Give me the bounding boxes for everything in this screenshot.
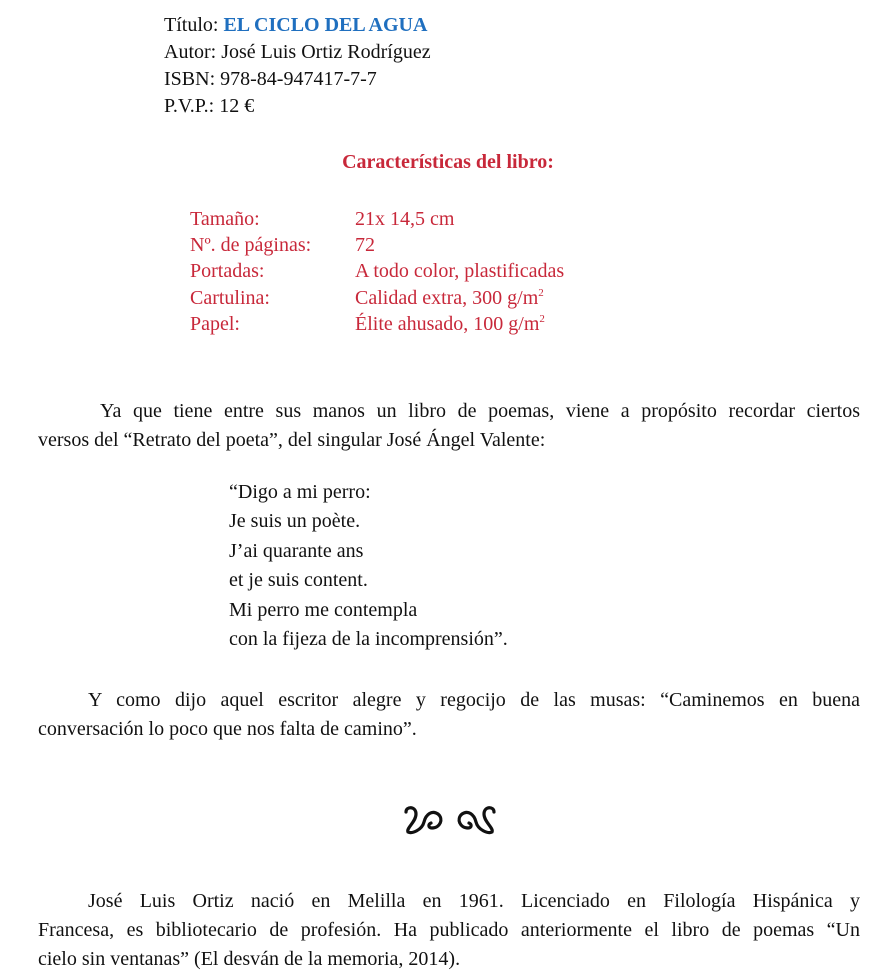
bio-line-3: cielo sin ventanas” (El desván de la memoria, 2014).	[38, 948, 461, 970]
poem-line: con la fijeza de la incomprensión”.	[229, 628, 508, 651]
poem-quote	[229, 478, 508, 654]
spec-value-text: Élite ahusado, 100 g/m	[355, 313, 540, 335]
spec-value-sup: 2	[539, 313, 545, 325]
author-line: Autor: José Luis Ortiz Rodríguez	[164, 41, 431, 63]
specs-heading: Características del libro:	[342, 151, 554, 173]
book-title: EL CICLO DEL AGUA	[223, 14, 428, 36]
spec-label: Papel:	[190, 313, 240, 335]
intro-line-1: Ya que tiene entre sus manos un libro de poemas, viene a propósito recordar ciertos	[100, 400, 860, 422]
bio-paragraph	[38, 887, 860, 974]
spec-value: 21x 14,5 cm	[355, 208, 455, 230]
spec-row-covers	[190, 258, 690, 284]
ornament-divider	[400, 802, 500, 842]
poem-line: “Digo a mi perro:	[229, 481, 371, 503]
price-line: P.V.P.: 12 €	[164, 95, 255, 117]
spec-row-paper	[190, 311, 690, 337]
spec-label: Portadas:	[190, 260, 265, 282]
spec-value: 72	[355, 234, 375, 256]
spec-value: A todo color, plastificadas	[355, 260, 565, 282]
spec-label: Tamaño:	[190, 208, 260, 230]
closing-line-1: Y como dijo aquel escritor alegre y regocijo de las musas: “Caminemos en buena	[88, 689, 860, 711]
spec-row-cardstock	[190, 285, 690, 311]
closing-paragraph	[38, 686, 860, 744]
intro-paragraph	[38, 397, 860, 455]
isbn-line: ISBN: 978-84-947417-7-7	[164, 68, 377, 90]
title-line	[164, 12, 427, 39]
closing-line-2: conversación lo poco que nos falta de camino”.	[38, 718, 417, 740]
spec-row-size	[190, 206, 690, 232]
spec-label: Nº. de páginas:	[190, 234, 312, 256]
spec-label: Cartulina:	[190, 287, 270, 309]
fleuron-icon	[400, 802, 500, 836]
spec-value	[355, 285, 544, 311]
poem-line: J’ai quarante ans	[229, 539, 364, 562]
spec-value	[355, 311, 545, 337]
bio-line-2: Francesa, es bibliotecario de profesión. Ha publicado anteriormente el libro de poemas “Un	[38, 919, 860, 941]
poem-line: Je suis un poète.	[229, 510, 361, 533]
spec-row-pages	[190, 232, 690, 258]
poem-line: Mi perro me contempla	[229, 598, 418, 621]
intro-line-2: versos del “Retrato del poeta”, del singular José Ángel Valente:	[38, 429, 546, 451]
spec-value-sup: 2	[538, 287, 544, 299]
title-label: Título:	[164, 14, 219, 36]
spec-value-text: Calidad extra, 300 g/m	[355, 287, 539, 309]
bio-line-1: José Luis Ortiz nació en Melilla en 1961. Licenciado en Filología Hispánica y	[88, 890, 860, 912]
poem-line: et je suis content.	[229, 569, 368, 592]
